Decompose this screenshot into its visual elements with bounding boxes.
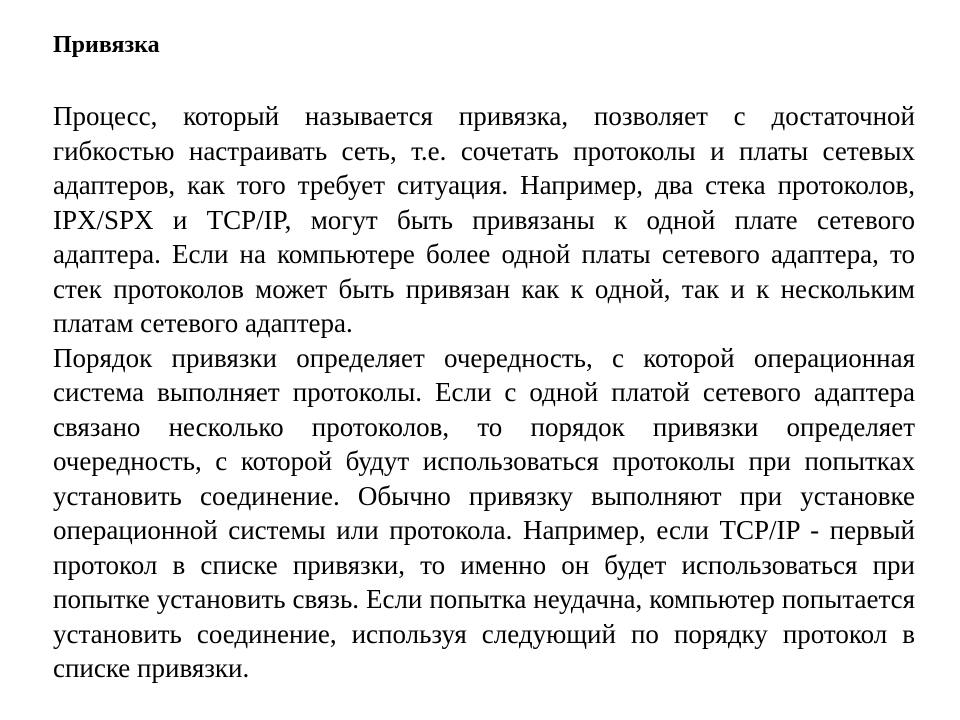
slide-body (53, 99, 915, 686)
paragraph-binding-intro: Процесс, который называется привязка, позволяет с достаточной гибкостью настраивать сеть, т.е. сочетать протоколы и платы сетевых адаптеров, как того требует ситуация. Например, два стека протоколов, IPX/SPX и TCP/IP, могут быть привязаны к одной плате сетевого адаптера. Если на компьютере более одной платы сетевого адаптера, то стек протоколов может быть привязан как к одной, так и к нескольким платам сетевого адаптера. (53, 101, 915, 338)
slide-title: Привязка (53, 32, 160, 58)
paragraph-binding-order: Порядок привязки определяет очередность, с которой операционная система выполняет протоколы. Если с одной платой сетевого адаптера связано несколько протоколов, то порядок привязки определяет очередность, с которой будут использоваться протоколы при попытках установить соединение. Обычно привязку выполняют при установке операционной системы или протокола. Например, если TCP/IP - первый протокол в списке привязки, то именно он будет использоваться при попытке установить связь. Если попытка неудачна, компьютер попытается установить соединение, используя следующий по порядку протокол в списке привязки. (53, 342, 915, 683)
